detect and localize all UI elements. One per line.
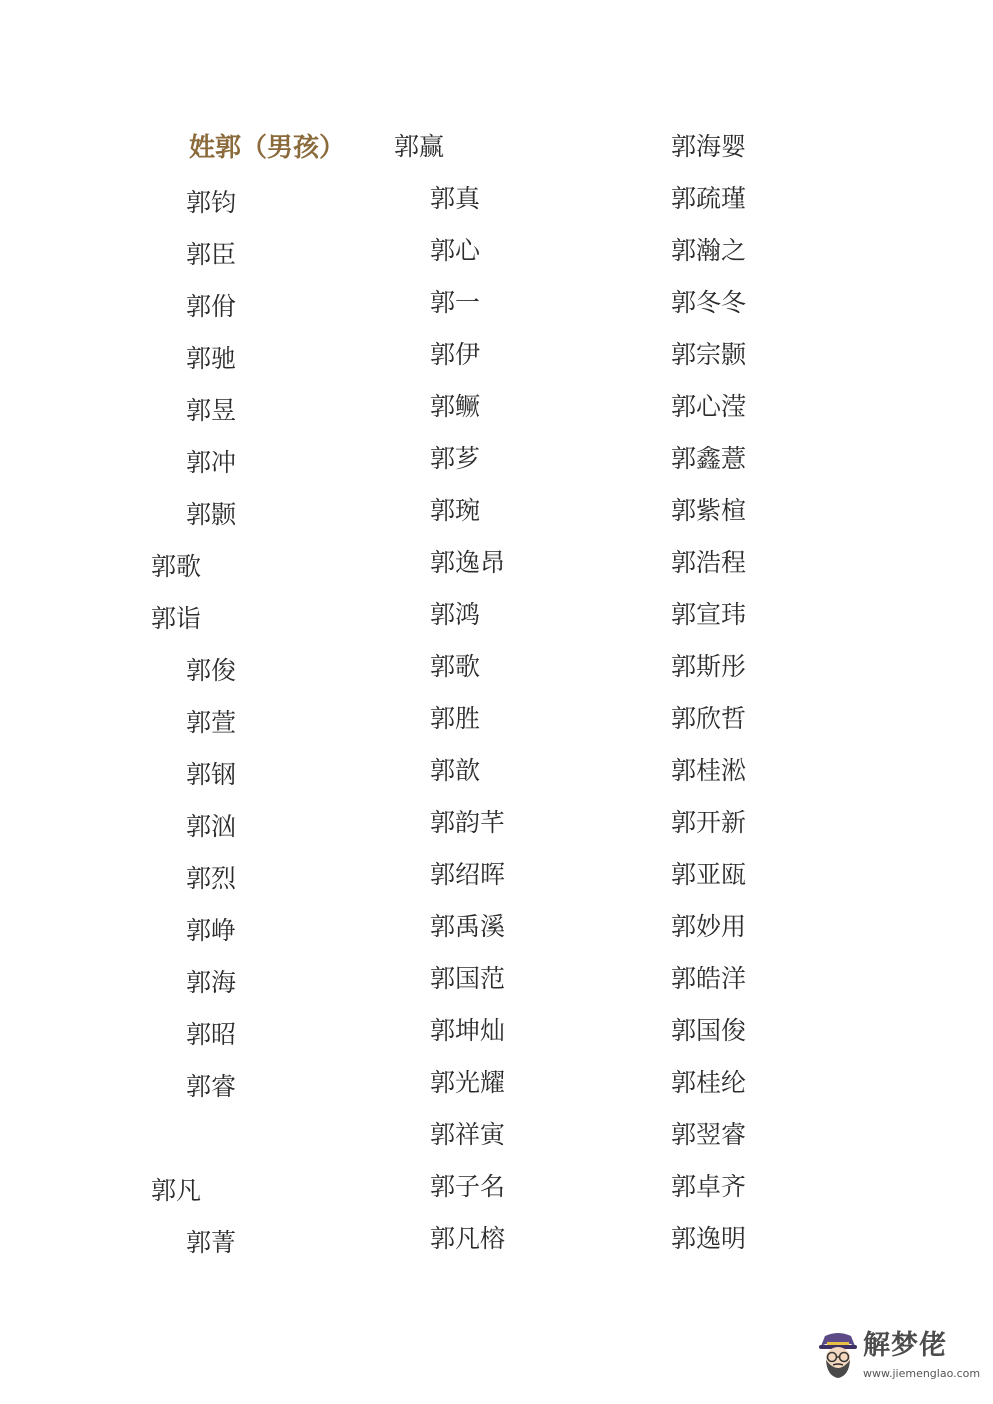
- name-col2-9: 郭逸昂: [430, 548, 506, 577]
- name-col2-1: 郭赢: [394, 132, 445, 161]
- name-col2-17: 郭国范: [430, 964, 506, 993]
- name-col3-11: 郭斯彤: [671, 652, 747, 681]
- name-col2-16: 郭禹溪: [430, 912, 506, 941]
- name-col2-7: 郭芗: [430, 444, 481, 473]
- name-col1-17: 郭昭: [186, 1020, 237, 1049]
- name-col3-13: 郭桂淞: [671, 756, 747, 785]
- mascot-logo-icon: [815, 1328, 861, 1384]
- name-col2-15: 郭绍晖: [430, 860, 506, 889]
- name-col2-20: 郭祥寅: [430, 1120, 506, 1149]
- name-col3-20: 郭翌睿: [671, 1120, 747, 1149]
- name-col1-7: 郭颢: [186, 500, 237, 529]
- name-col3-8: 郭紫楦: [671, 496, 747, 525]
- name-col3-3: 郭瀚之: [671, 236, 747, 265]
- name-col3-7: 郭鑫薏: [671, 444, 747, 473]
- name-col1-2: 郭臣: [186, 240, 237, 269]
- name-col3-21: 郭卓齐: [671, 1172, 747, 1201]
- name-col2-4: 郭一: [430, 288, 481, 317]
- watermark-brand: 解梦佬: [863, 1330, 947, 1361]
- name-col1-12: 郭钢: [186, 760, 237, 789]
- name-col1-3: 郭佾: [186, 292, 237, 321]
- name-col3-1: 郭海婴: [671, 132, 747, 161]
- name-col3-2: 郭疏瑾: [671, 184, 747, 213]
- name-col3-18: 郭国俊: [671, 1016, 747, 1045]
- name-col3-14: 郭开新: [671, 808, 747, 837]
- name-col2-22: 郭凡榕: [430, 1224, 506, 1253]
- name-col1-1: 郭钧: [186, 188, 237, 217]
- name-col2-12: 郭胜: [430, 704, 481, 733]
- section-heading: 姓郭（男孩）: [189, 133, 346, 163]
- name-col3-4: 郭冬冬: [671, 288, 747, 317]
- name-col1-11: 郭萱: [186, 708, 237, 737]
- name-col1-4: 郭驰: [186, 344, 237, 373]
- name-col3-16: 郭妙用: [671, 912, 747, 941]
- name-col2-18: 郭坤灿: [430, 1016, 506, 1045]
- name-col2-8: 郭琬: [430, 496, 481, 525]
- name-col3-9: 郭浩程: [671, 548, 747, 577]
- name-col3-12: 郭欣哲: [671, 704, 747, 733]
- name-col2-5: 郭伊: [430, 340, 481, 369]
- name-col3-6: 郭心滢: [671, 392, 747, 421]
- name-col2-19: 郭光耀: [430, 1068, 506, 1097]
- name-col2-14: 郭韵芊: [430, 808, 506, 837]
- name-col1-19: 郭凡: [151, 1176, 202, 1205]
- name-col2-10: 郭鸿: [430, 600, 481, 629]
- name-col1-15: 郭峥: [186, 916, 237, 945]
- name-col3-10: 郭宣玮: [671, 600, 747, 629]
- site-watermark: [815, 1326, 981, 1392]
- name-col1-20: 郭菁: [186, 1228, 237, 1257]
- name-col1-6: 郭冲: [186, 448, 237, 477]
- name-col2-3: 郭心: [430, 236, 481, 265]
- name-col1-10: 郭俊: [186, 656, 237, 685]
- name-col2-13: 郭歆: [430, 756, 481, 785]
- name-col1-18: 郭睿: [186, 1072, 237, 1101]
- name-col1-5: 郭昱: [186, 396, 237, 425]
- watermark-url: www.jiemenglao.com: [863, 1367, 981, 1380]
- name-col1-16: 郭海: [186, 968, 237, 997]
- name-col2-11: 郭歌: [430, 652, 481, 681]
- name-col3-22: 郭逸明: [671, 1224, 747, 1253]
- name-col2-21: 郭子名: [430, 1172, 506, 1201]
- name-col3-15: 郭亚瓯: [671, 860, 747, 889]
- name-col3-17: 郭皓洋: [671, 964, 747, 993]
- name-col3-5: 郭宗颢: [671, 340, 747, 369]
- name-col1-9: 郭诣: [151, 604, 202, 633]
- name-col2-2: 郭真: [430, 184, 481, 213]
- name-col3-19: 郭桂纶: [671, 1068, 747, 1097]
- name-col2-6: 郭鳜: [430, 392, 481, 421]
- name-col1-8: 郭歌: [151, 552, 202, 581]
- name-col1-14: 郭烈: [186, 864, 237, 893]
- name-col1-13: 郭汹: [186, 812, 237, 841]
